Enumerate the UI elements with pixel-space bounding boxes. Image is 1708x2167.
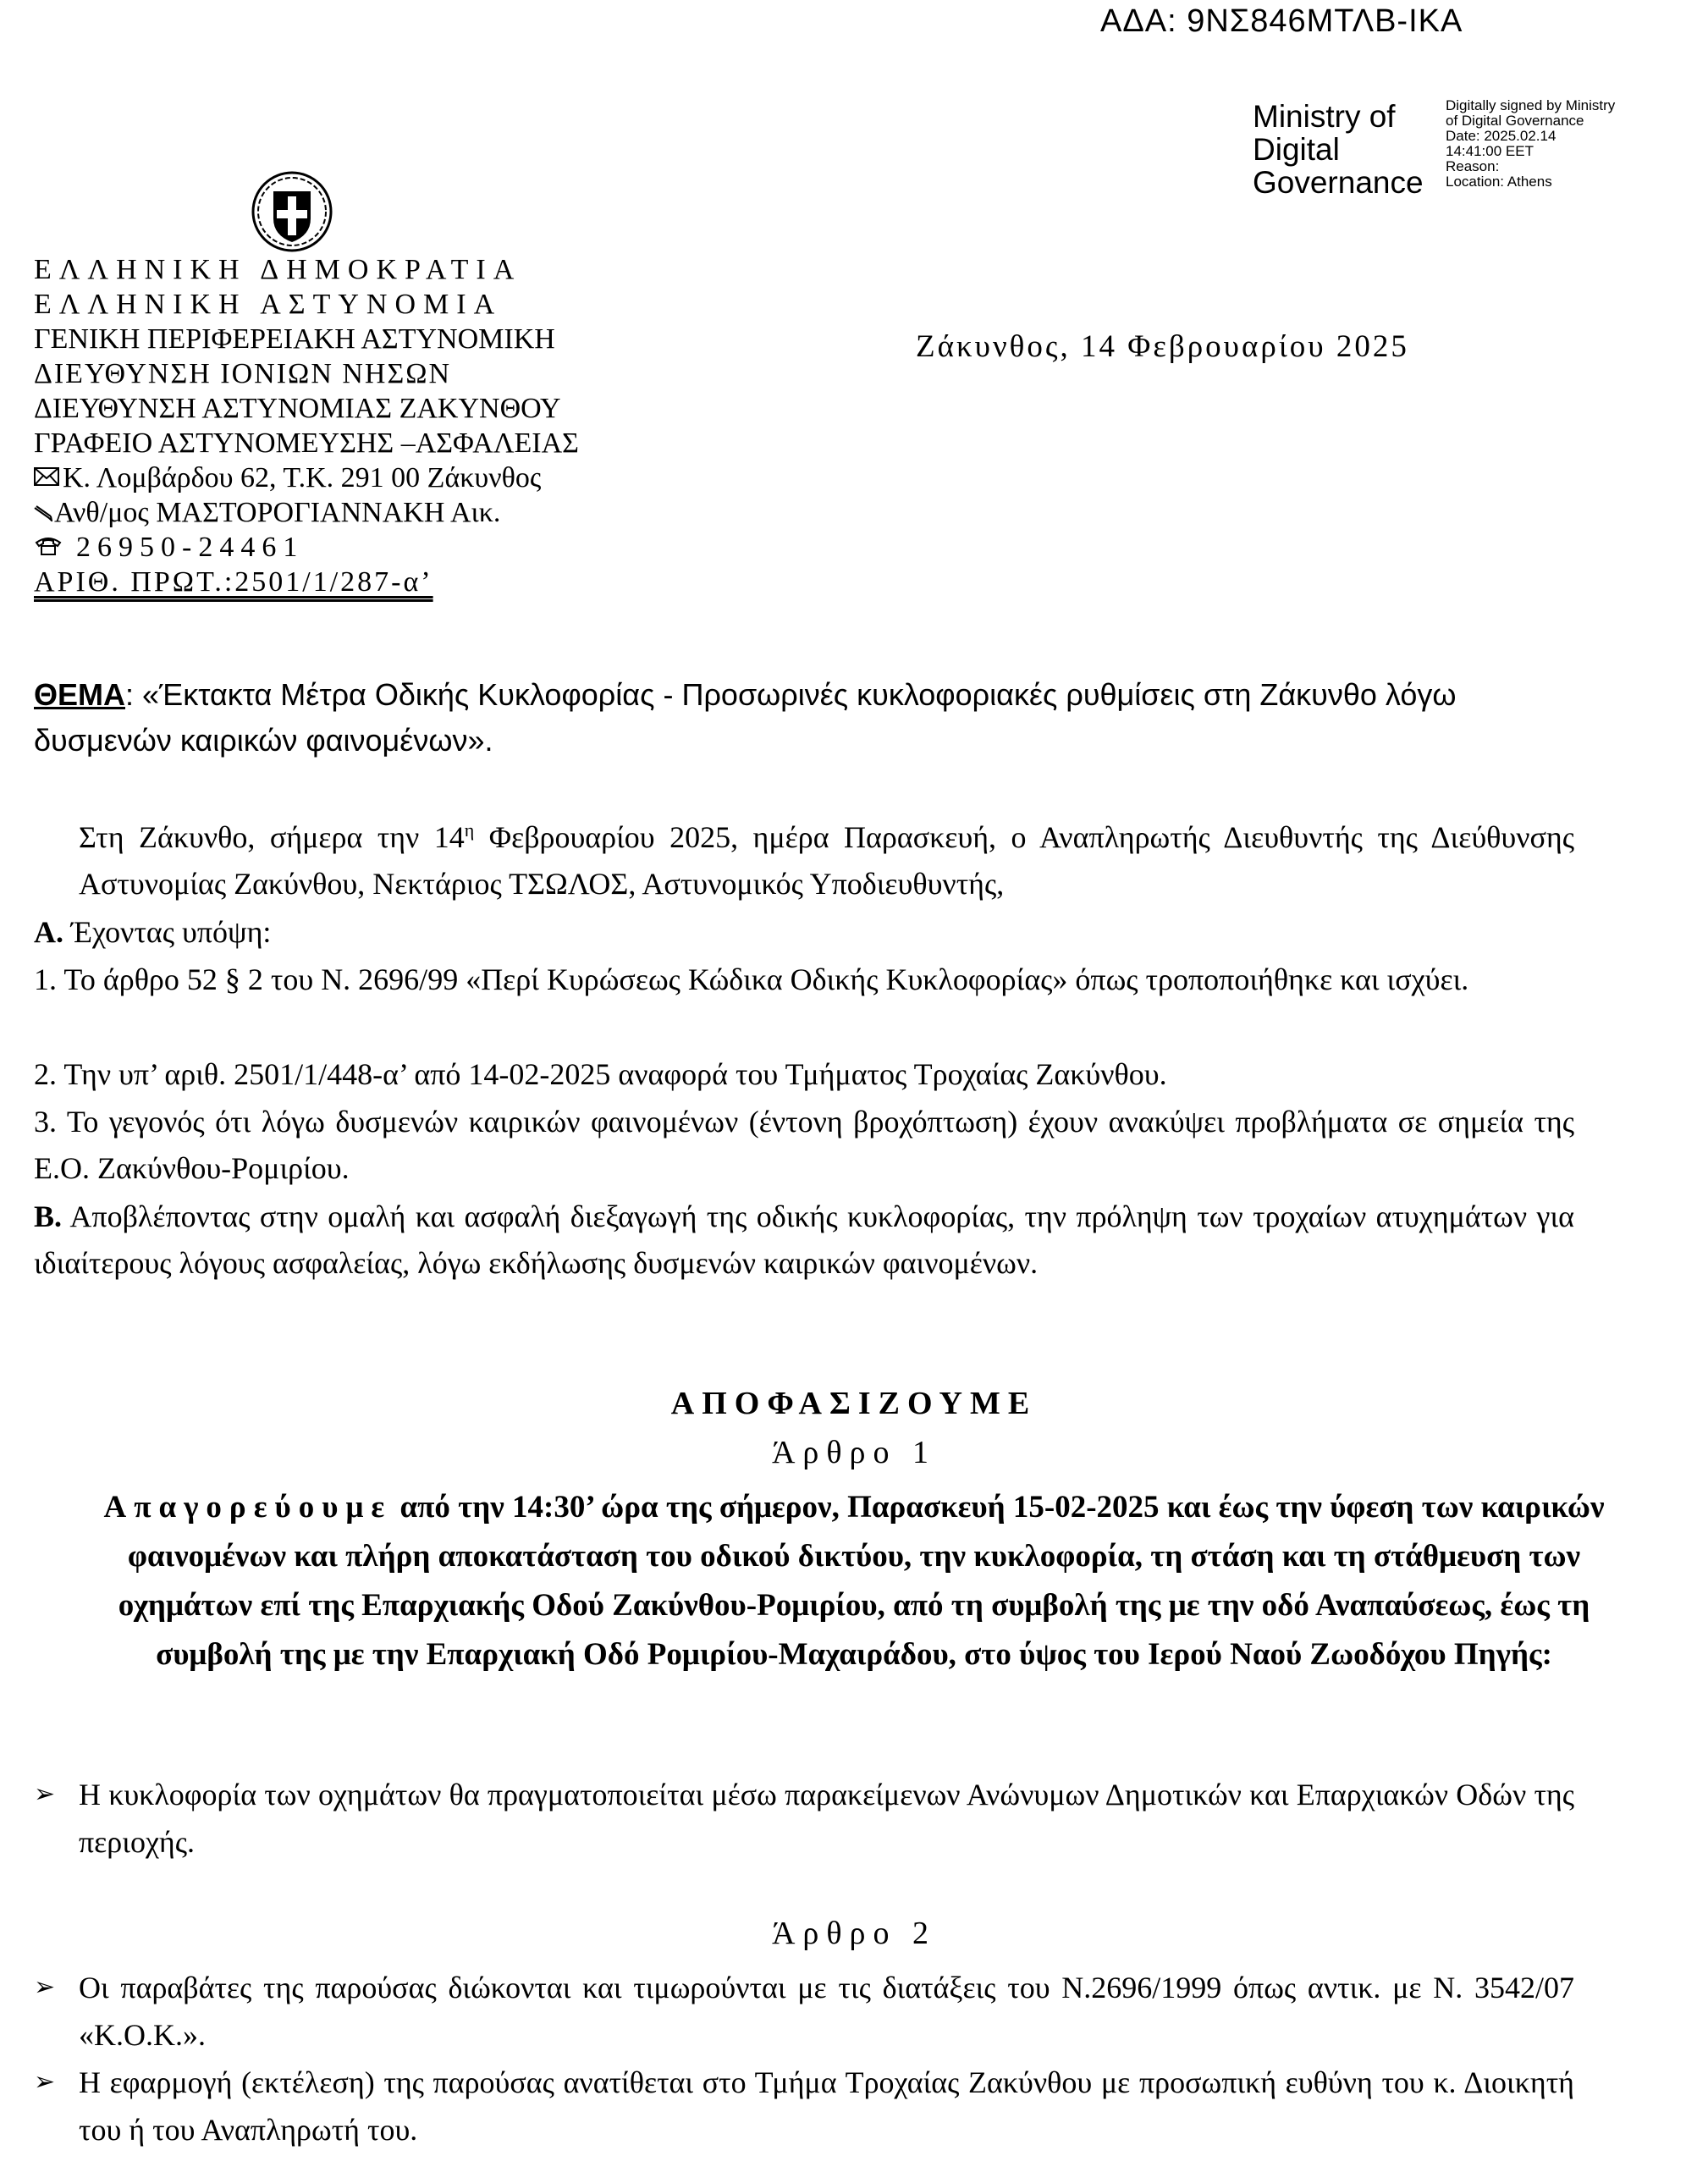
officer-line bbox=[34, 495, 579, 530]
signature-org-line: Governance bbox=[1253, 165, 1424, 200]
address-text: Κ. Λομβάρδου 62, Τ.Κ. 291 00 Ζάκυνθος bbox=[63, 462, 542, 494]
signature-detail-line: Digitally signed by Ministry bbox=[1446, 97, 1616, 113]
signature-detail-line: Reason: bbox=[1446, 158, 1500, 174]
phone-icon bbox=[34, 530, 76, 565]
article-1-bullet bbox=[34, 1771, 1574, 1866]
signature-detail-line: Date: 2025.02.14 bbox=[1446, 128, 1556, 144]
article-1-lead: Απαγορεύουμε bbox=[103, 1490, 393, 1525]
header-line: ΓΡΑΦΕΙΟ ΑΣΤΥΝΟΜΕΥΣΗΣ –ΑΣΦΑΛΕΙΑΣ bbox=[34, 427, 579, 459]
phone-text: 26950-24461 bbox=[76, 532, 305, 563]
article-1-body: από την 14:30’ ώρα της σήμερον, Παρασκευή 15-02-2025 και έως την ύφεση των καιρικών φαινομένων και πλήρη αποκατάσταση του οδικού δικτύου, την κυκλοφορία, τη στάση και τη στάθμευση των οχημάτων επί της Επαρχιακής Οδού Ζακύνθου-Ρομιρίου, από τη συμβολή της με την οδό Αναπαύσεως, έως τη συμβολή της με την Επαρχιακή Οδό Ρομιρίου-Μαχαιράδου, στο ύψος του Ιερού Ναού Ζωοδόχου Πηγής: bbox=[118, 1490, 1605, 1672]
header-line: ΕΛΛΗΝΙΚΗ ΔΗΜΟΚΡΑΤΙΑ bbox=[34, 254, 522, 285]
arrow-bullet-icon: ➢ bbox=[34, 1972, 56, 2002]
arrow-bullet-icon: ➢ bbox=[34, 1779, 56, 1809]
intro-superscript: η bbox=[464, 819, 475, 841]
article-2-bullet bbox=[34, 2059, 1574, 2153]
signature-org-line: Digital bbox=[1253, 132, 1340, 167]
ada-number: ΑΔΑ: 9ΝΣ846ΜΤΛΒ-ΙΚΑ bbox=[1100, 3, 1463, 39]
article-1-title: Άρθρο 1 bbox=[771, 1435, 937, 1470]
bullet-text: Η εφαρμογή (εκτέλεση) της παρούσας ανατίθεται στο Τμήμα Τροχαίας Ζακύνθου με προσωπική ευθύνη του κ. Διοικητή του ή του Αναπληρωτή του. bbox=[79, 2065, 1574, 2147]
subject-text: : «Έκτακτα Μέτρα Οδικής Κυκλοφορίας - Προσωρινές κυκλοφοριακές ρυθμίσεις στη Ζάκυνθο λόγω δυσμενών καιρικών φαινομένων». bbox=[34, 677, 1457, 758]
section-b-text: Αποβλέποντας στην ομαλή και ασφαλή διεξαγωγή της οδικής κυκλοφορίας, την πρόληψη των τροχαίων ατυχημάτων για ιδιαίτερους λόγους ασφαλείας, λόγω εκδήλωσης δυσμενών καιρικών φαινομένων. bbox=[34, 1199, 1574, 1280]
intro-text: Στη Ζάκυνθο, σήμερα την 14 bbox=[79, 820, 465, 854]
section-a-heading-text: Έχοντας υπόψη: bbox=[63, 915, 272, 949]
section-a-item: 1. Το άρθρο 52 § 2 του Ν. 2696/99 «Περί Κυρώσεως Κώδικα Οδικής Κυκλοφορίας» όπως τροποποιήθηκε και ισχύει. bbox=[34, 962, 1469, 996]
bullet-text: Οι παραβάτες της παρούσας διώκονται και τιμωρούνται με τις διατάξεις του Ν.2696/1999 όπως αντικ. με Ν. 3542/07 «Κ.Ο.Κ.». bbox=[79, 1971, 1574, 2052]
header-line: ΔΙΕΥΘΥΝΣΗ ΙΟΝΙΩΝ ΝΗΣΩΝ bbox=[34, 358, 452, 389]
decision-heading: ΑΠΟΦΑΣΙΖΟΥΜΕ bbox=[670, 1386, 1038, 1421]
bullet-text: Η κυκλοφορία των οχημάτων θα πραγματοποιείται μέσω παρακείμενων Ανώνυμων Δημοτικών και Επαρχιακών Οδών της περιοχής. bbox=[79, 1778, 1574, 1859]
article-1-text bbox=[85, 1483, 1623, 1679]
article-2-bullet bbox=[34, 1964, 1574, 2059]
arrow-bullet-icon: ➢ bbox=[34, 2067, 56, 2097]
intro-paragraph bbox=[79, 814, 1574, 907]
signature-org-line: Ministry of bbox=[1253, 99, 1396, 134]
place-date: Ζάκυνθος, 14 Φεβρουαρίου 2025 bbox=[916, 329, 1409, 364]
subject bbox=[34, 672, 1574, 764]
section-b bbox=[34, 1194, 1574, 1287]
section-a-label: Α. bbox=[34, 915, 63, 949]
header-line: ΕΛΛΗΝΙΚΗ ΑΣΤΥΝΟΜΙΑ bbox=[34, 289, 503, 320]
intro-text-cont: Φεβρουαρίου 2025, ημέρα Παρασκευή, ο Αναπληρωτής Διευθυντής της Διεύθυνσης Αστυνομίας Ζακύνθου, Νεκτάριος ΤΣΩΛΟΣ, Αστυνομικός Υποδιευθυντής, bbox=[79, 820, 1574, 901]
header-line: ΔΙΕΥΘΥΝΣΗ ΑΣΤΥΝΟΜΙΑΣ ΖΑΚΥΝΘΟΥ bbox=[34, 393, 561, 424]
envelope-icon bbox=[34, 460, 63, 495]
subject-label: ΘΕΜΑ bbox=[34, 677, 125, 712]
pen-icon bbox=[34, 495, 54, 530]
article-2-title: Άρθρο 2 bbox=[771, 1916, 937, 1951]
protocol-number: ΑΡΙΘ. ΠΡΩΤ.:2501/1/287-α’ bbox=[34, 566, 433, 598]
signature-detail-line: of Digital Governance bbox=[1446, 113, 1584, 129]
section-a-heading bbox=[34, 909, 1574, 956]
address-line bbox=[34, 460, 579, 495]
signature-detail-line: Location: Athens bbox=[1446, 174, 1552, 190]
signature-organization bbox=[1253, 100, 1424, 199]
phone-line bbox=[34, 530, 579, 565]
section-a-item: 2. Την υπ’ αριθ. 2501/1/448-α’ από 14-02-2025 αναφορά του Τμήματος Τροχαίας Ζακύνθου. bbox=[34, 1057, 1167, 1091]
section-a-item: 3. Το γεγονός ότι λόγω δυσμενών καιρικών φαινομένων (έντονη βροχόπτωση) έχουν ανακύψει προβλήματα σε σημεία της Ε.Ο. Ζακύνθου-Ρομιρίου. bbox=[34, 1105, 1574, 1185]
section-b-label: Β. bbox=[34, 1199, 63, 1233]
signature-detail-line: 14:41:00 EET bbox=[1446, 143, 1534, 159]
header-line: ΓΕΝΙΚΗ ΠΕΡΙΦΕΡΕΙΑΚΗ ΑΣΤΥΝΟΜΙΚΗ bbox=[34, 323, 555, 355]
coat-of-arms-emblem bbox=[250, 169, 334, 254]
issuer-header bbox=[34, 252, 579, 599]
signature-details bbox=[1446, 98, 1615, 190]
officer-text: Ανθ/μος ΜΑΣΤΟΡΟΓΙΑΝΝΑΚΗ Αικ. bbox=[54, 497, 501, 528]
